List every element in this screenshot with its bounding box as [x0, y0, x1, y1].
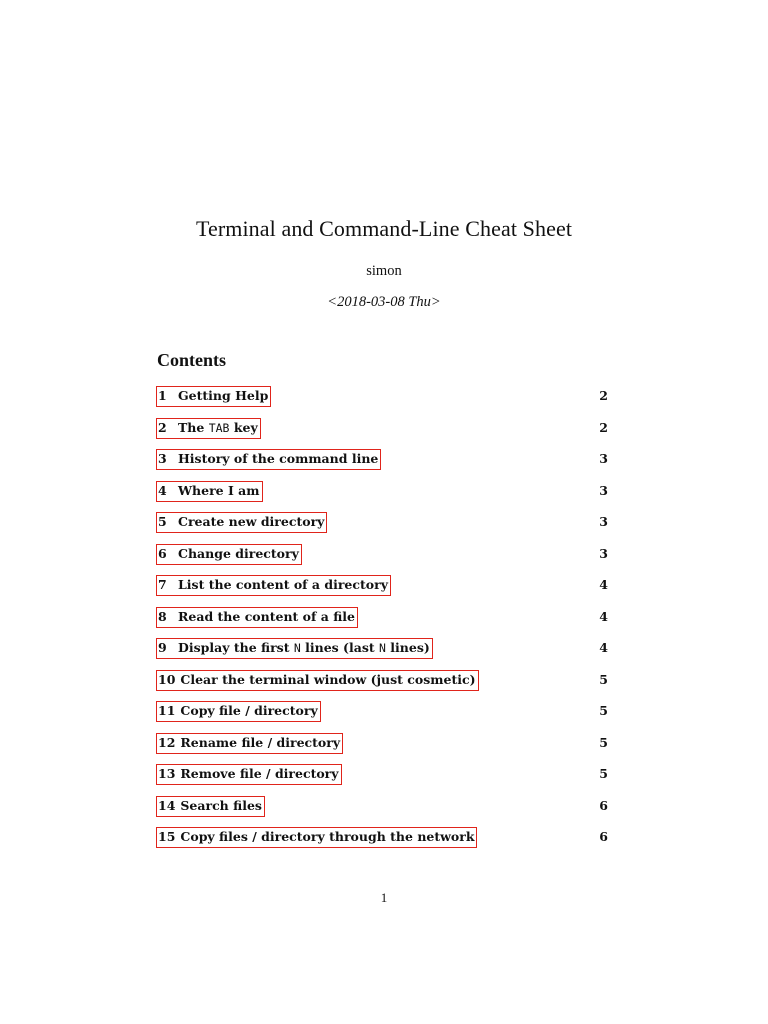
document-author: simon: [366, 263, 402, 279]
toc-link-section-6[interactable]: [156, 544, 302, 565]
toc-row: [156, 512, 610, 544]
toc-section-number: 4: [158, 482, 167, 498]
toc-title-text: Remove file / directory: [180, 766, 339, 781]
document-date: <2018-03-08 Thu>: [327, 294, 441, 310]
toc-row: [156, 418, 610, 450]
toc-section-number: 5: [158, 514, 167, 529]
toc-title-text: List the content of a directory: [178, 577, 388, 592]
toc-title-text: Create new directory: [178, 514, 325, 529]
toc-link-section-14[interactable]: [156, 796, 265, 817]
toc-section-number: 3: [158, 451, 167, 466]
toc-link-section-15[interactable]: [156, 827, 477, 848]
toc-section-number: 13: [158, 766, 176, 781]
toc-row: [156, 827, 610, 859]
table-of-contents: [156, 386, 610, 859]
toc-row: [156, 544, 610, 576]
toc-section-number: 12: [158, 734, 176, 750]
toc-section-number: 8: [158, 608, 167, 624]
toc-page-number: 5: [599, 671, 608, 687]
toc-page-number: 2: [599, 388, 608, 403]
toc-section-number: 9: [158, 640, 167, 655]
toc-row: [156, 481, 610, 513]
toc-title-text: lines (last: [300, 640, 379, 655]
toc-link-section-12[interactable]: [156, 733, 343, 754]
toc-page-number: 5: [599, 766, 608, 781]
toc-title-text: key: [229, 419, 258, 435]
toc-section-number: 14: [158, 797, 176, 813]
toc-title-text: Read the content of a file: [178, 608, 355, 624]
toc-page-number: 2: [599, 419, 608, 435]
toc-row: [156, 670, 610, 702]
toc-section-number: 11: [158, 703, 176, 718]
toc-title-text: The: [178, 419, 209, 435]
toc-title-text: Clear the terminal window (just cosmetic): [180, 671, 476, 687]
toc-row: [156, 796, 610, 828]
toc-row: [156, 386, 610, 418]
toc-title-text: Where I am: [178, 482, 260, 498]
toc-code-text: N: [379, 641, 386, 655]
toc-row: [156, 607, 610, 639]
toc-page-number: 5: [599, 734, 608, 750]
toc-page-number: 5: [599, 703, 608, 718]
toc-section-number: 6: [158, 545, 167, 561]
toc-title-text: Search files: [180, 797, 262, 813]
toc-link-section-3[interactable]: [156, 449, 381, 470]
toc-title-text: Display the first: [178, 640, 294, 655]
contents-heading: Contents: [157, 350, 227, 370]
toc-link-section-1[interactable]: [156, 386, 271, 407]
toc-page-number: 4: [599, 640, 608, 655]
toc-link-section-5[interactable]: [156, 512, 327, 533]
toc-page-number: 6: [599, 797, 608, 813]
toc-row: [156, 638, 610, 670]
toc-page-number: 3: [599, 482, 608, 498]
toc-link-section-8[interactable]: [156, 607, 358, 628]
toc-link-section-7[interactable]: [156, 575, 391, 596]
document-title: Terminal and Command-Line Cheat Sheet: [195, 216, 573, 241]
toc-row: [156, 733, 610, 765]
toc-title-text: Getting Help: [178, 388, 269, 403]
toc-row: [156, 764, 610, 796]
toc-page-number: 3: [599, 451, 608, 466]
toc-code-text: N: [293, 641, 301, 655]
toc-link-section-4[interactable]: [156, 481, 263, 502]
toc-title-text: Copy file / directory: [180, 703, 318, 718]
toc-link-section-11[interactable]: [156, 701, 321, 722]
page-number: 1: [380, 890, 388, 905]
toc-page-number: 6: [599, 829, 608, 844]
toc-section-number: 7: [158, 577, 167, 592]
toc-title-text: lines): [385, 640, 430, 655]
toc-title-text: Copy files / directory through the network: [180, 829, 475, 844]
toc-page-number: 3: [599, 545, 608, 561]
toc-link-section-13[interactable]: [156, 764, 342, 785]
toc-title-text: Rename file / directory: [180, 734, 341, 750]
toc-link-section-2[interactable]: [156, 418, 261, 439]
toc-page-number: 4: [599, 608, 608, 624]
toc-link-section-10[interactable]: [156, 670, 479, 691]
toc-section-number: 1: [158, 388, 167, 403]
toc-link-section-9[interactable]: [156, 638, 433, 659]
toc-row: [156, 575, 610, 607]
toc-page-number: 4: [599, 577, 608, 592]
toc-section-number: 15: [158, 829, 176, 844]
toc-section-number: 10: [158, 671, 176, 687]
toc-page-number: 3: [599, 514, 608, 529]
toc-title-text: Change directory: [178, 545, 299, 561]
toc-title-text: History of the command line: [178, 451, 379, 466]
toc-code-text: TAB: [208, 420, 230, 435]
toc-section-number: 2: [158, 419, 167, 435]
toc-row: [156, 449, 610, 481]
toc-row: [156, 701, 610, 733]
